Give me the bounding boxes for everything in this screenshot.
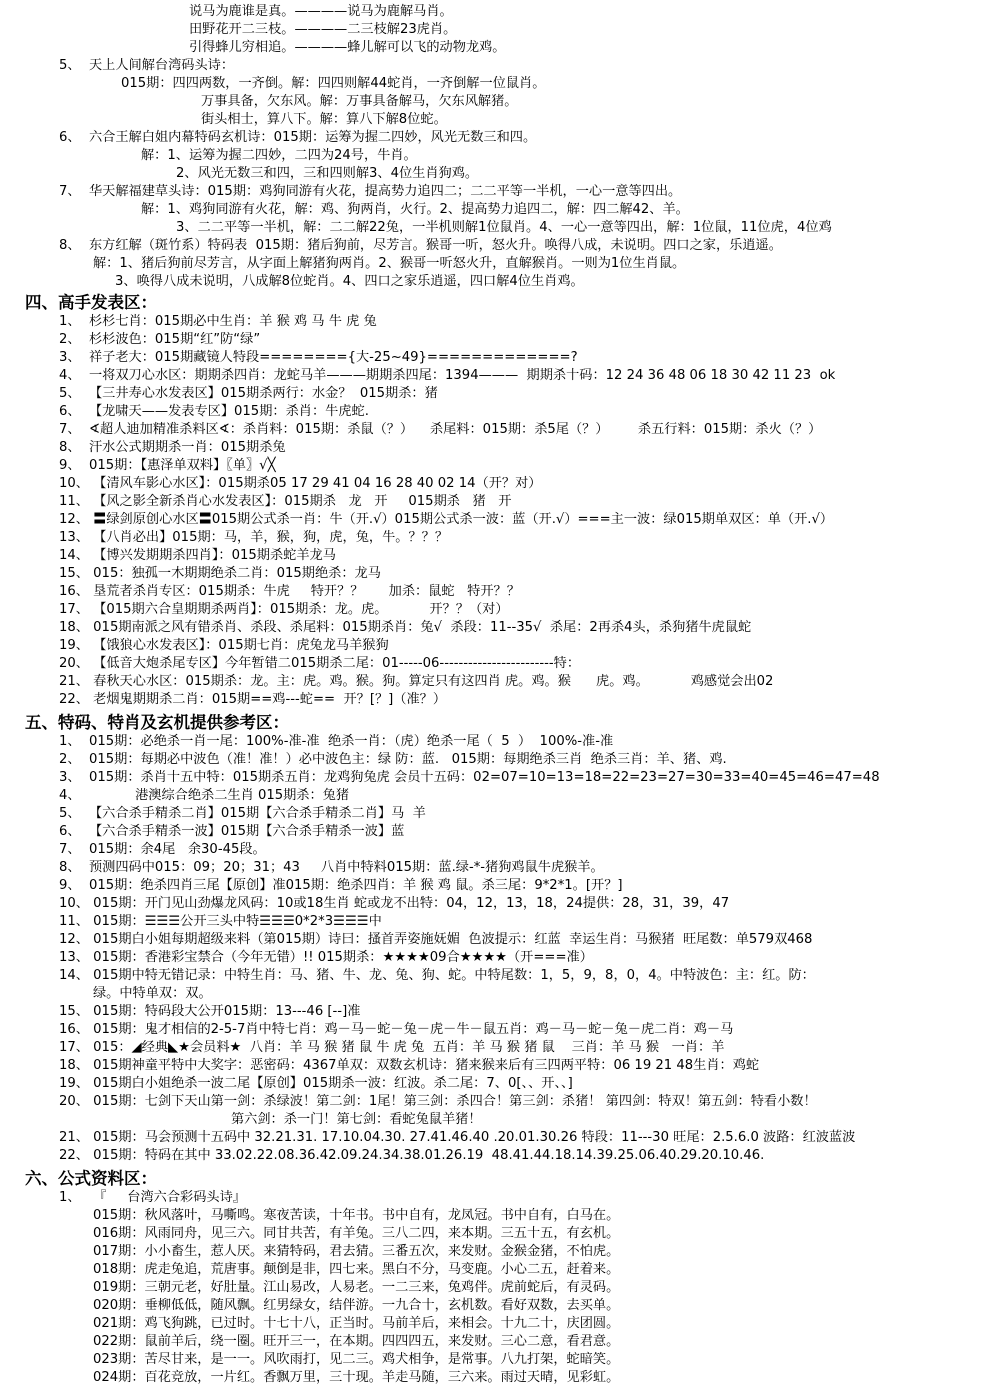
text-line: 015期：秋风落叶，马嘶鸣。寒夜苦读，十年书。书中自有，龙凤冠。书中自有，白马在。 [93, 1208, 620, 1223]
text-line: 13、 015期：香港彩宝禁合（今年无错）!! 015期杀：★★★★09合★★★★（开===准） [59, 950, 593, 965]
section-heading: 五、特码、特肖及玄机提供参考区： [25, 713, 289, 732]
text-line: 田野花开二三枝。————二三枝解23虎肖。 [189, 22, 457, 37]
text-line: 22、 015期：特码在其中 33.02.22.08.36.42.09.24.34.38.01.26.19 48.41.44.18.14.39.25.06.40.29.20.10.46. [59, 1148, 765, 1163]
text-line: 015期：四四两数，一齐倒。解：四四则解44蛇肖，一齐倒解一位鼠肖。 [121, 76, 546, 91]
text-line: 18、 015期神童平特中大奖字：恶密码：4367单双：双数玄机诗：猪来猴来后有三四两平特：06 19 21 48生肖：鸡蛇 [59, 1058, 760, 1073]
text-line: 14、 【博兴发期期杀四肖】：015期杀蛇羊龙马 [59, 548, 336, 563]
text-line: 016期：风雨同舟，见三六。同甘共苦，有羊兔。三八二四，来本期。三五十五，有玄机。 [93, 1226, 620, 1241]
text-line: 19、 【饿狼心水发表区】：015期七肖：虎兔龙马羊猴狗 [59, 638, 389, 653]
text-line: 2、 杉杉波色：015期“红”防“绿” [59, 332, 261, 347]
section-heading: 六、公式资料区： [25, 1169, 157, 1188]
text-line: 17、 【015期六合皇期期杀两肖】：015期杀：龙。虎。 开？？（对） [59, 602, 509, 617]
text-line: 017期：小小畜生，惹人厌。来猜特码，君去猜。三番五次，来发财。金猴金猪，不怕虎。 [93, 1244, 620, 1259]
text-line: 018期：虎走兔追，荒唐事。颠倒是非，四七来。黑白不分，马变鹿。小心二五，赶着来。 [93, 1262, 620, 1277]
text-line: 12、 015期白小姐每期超级来料（第015期）诗曰：搔首弄姿施妩媚 色波提示：红蓝 幸运生肖：马猴猪 旺尾数：单579双468 [59, 932, 813, 947]
text-line: 12、 〓绿剑原创心水区〓015期公式杀一肖：牛（开.√）015期公式杀一波：蓝（开.√）===主一波：绿015期单双区：单（开.√） [59, 512, 834, 527]
text-line: 3、 015期：杀肖十五中特：015期杀五肖：龙鸡狗兔虎 会员十五码：02=07=10=13=18=22=23=27=30=33=40=45=46=47=48 [59, 770, 880, 785]
text-line: 16、 015期：鬼才相信的2-5-7肖中特七肖：鸡－马－蛇－兔－虎－牛－鼠五肖：鸡－马－蛇－兔－虎二肖：鸡－马 [59, 1022, 734, 1037]
text-line: 8、 预测四码中015：09；20；31；43 八肖中特料015期：蓝.绿-*-猪狗鸡鼠牛虎猴羊。 [59, 860, 604, 875]
text-line: 6、 【六合杀手精杀一波】015期【六合杀手精杀一波】蓝 [59, 824, 405, 839]
text-line: 17、 015：◢经典◣★会员料★ 八肖：羊 马 猴 猪 鼠 牛 虎 兔 五肖：羊 马 猴 猪 鼠 三肖：羊 马 猴 一肖：羊 [59, 1040, 725, 1055]
text-line: 023期：苦尽甘来，是一一。风吹雨打，见二三。鸡犬相争，是常事。八九打架，蛇暗笑。 [93, 1352, 620, 1367]
text-line: 解：1、猪后狗前尽芳言，从字面上解猪狗两肖。2、猴哥一听怒火升，直解猴肖。一则为1位生肖鼠。 [93, 256, 686, 271]
text-line: 19、 015期白小姐绝杀一波二尾【原创】015期杀一波：红波。杀二尾：7、0[、、开、、] [59, 1076, 573, 1091]
text-line: 10、 【清风车影心水区】：015期杀05 17 29 41 04 16 28 40 02 14（开？对） [59, 476, 542, 491]
text-line: 13、 【八肖必出】015期：马，羊，猴，狗，虎，兔，牛。？？？ [59, 530, 449, 545]
text-line: 1、 015期：必绝杀一肖一尾：100%-准-准 绝杀一肖：（虎）绝杀一尾（ 5 ） 100%-准-准 [59, 734, 614, 749]
text-line: 15、 015：独孤一木期期绝杀二肖：015期绝杀：龙马 [59, 566, 381, 581]
text-line: 8、 汗水公式期期杀一肖：015期杀兔 [59, 440, 286, 455]
text-line: 5、 天上人间解台湾码头诗： [59, 58, 235, 73]
text-line: 18、 015期南派之风有错杀肖、杀段、杀尾料：015期杀肖：兔√ 杀段：11--35√ 杀尾：2再杀4头，杀狗猪牛虎鼠蛇 [59, 620, 752, 635]
text-line: 11、 015期：☰☰☰公开三头中特☰☰☰0*2*3☰☰☰中 [59, 914, 382, 929]
text-line: 3、 祥子老大：015期藏镜人特段========{大-25~49}=============? [59, 350, 578, 365]
text-line: 11、 【风之影全新杀肖心水发表区】：015期杀 龙 开 015期杀 猪 开 [59, 494, 512, 509]
text-line: 021期：鸡飞狗跳，已过时。十七十八，正当时。马前羊后，来相会。十九二十，庆团圆。 [93, 1316, 620, 1331]
text-line: 9、 015期：【惠泽单双料】〖单〗√╳ [59, 458, 276, 473]
text-line: 20、 015期：七剑下天山第一剑：杀绿波！第二剑：1尾！第三剑：杀四合！第三剑：杀猪！ 第四剑：特双！第五剑：特看小数！ [59, 1094, 817, 1109]
text-line: 2、 015期：每期必中波色（准！准！）必中波色主：绿 防：蓝. 015期：每期绝杀三肖 绝杀三肖：羊、猪、鸡. [59, 752, 727, 767]
text-line: 7、 015期：余4尾 余30-45段。 [59, 842, 266, 857]
text-line: 街头相士，算八下。解：算八下解8位蛇。 [201, 112, 447, 127]
text-line: 024期：百花竞放，一片红。香飘万里，三十现。羊走马随，三六来。雨过天晴，见彩虹。 [93, 1370, 620, 1385]
text-line: 3、二二平等一半机，解：二二解22兔，一半机则解1位鼠肖。4、一心一意等四出，解：1位鼠，11位虎，4位鸡 [176, 220, 832, 235]
text-line: 15、 015期：特码段大公开015期：13---46 [--]准 [59, 1004, 361, 1019]
text-line: 10、 015期：开门见山劲爆龙风码：10或18生肖 蛇或龙不出特：04，12，13，18，24提供：28，31，39，47 [59, 896, 730, 911]
text-line: 019期：三朝元老，好肚量。江山易改，人易老。一二三来，兔鸡伴。虎前蛇后，有灵码。 [93, 1280, 620, 1295]
text-line: 6、 六合王解白姐内幕特码玄机诗：015期：运筹为握二四妙，风光无数三和四。 [59, 130, 537, 145]
text-line: 22、 老烟鬼期期杀二肖：015期==鸡---蛇== 开？[？]（准？） [59, 692, 447, 707]
text-line: 020期：垂柳低低，随风飘。红男绿女，结伴游。一九合十，玄机数。看好双数，去买单。 [93, 1298, 620, 1313]
text-line: 7、 华天解福建草头诗：015期：鸡狗同游有火花，提高势力追四二；二二平等一半机，一心一意等四出。 [59, 184, 682, 199]
text-line: 5、 【三井寿心水发表区】015期杀两行：水金？ 015期杀：猪 [59, 386, 438, 401]
text-line: 21、 015期：马会预测十五码中 32.21.31. 17.10.04.30. 27.41.46.40 .20.01.30.26 特段：11---30 旺尾：2.5.6.0 波路：红波蓝波 [59, 1130, 856, 1145]
text-line: 6、 【龙啸天——发表专区】015期：杀肖：牛虎蛇. [59, 404, 369, 419]
text-line: 4、 一将双刀心水区：期期杀四肖：龙蛇马羊———期期杀四尾：1394——— 期期杀十码：12 24 36 48 06 18 30 42 11 23 ok [59, 368, 836, 383]
text-line: 万事具备，欠东风。解：万事具备解马，欠东风解猪。 [201, 94, 518, 109]
text-line: 绿。中特单双：双。 [93, 986, 212, 1001]
text-line: 说马为鹿谁是真。————说马为鹿解马肖。 [189, 4, 453, 19]
text-line: 4、 港澳综合绝杀二生肖 015期杀：兔猪 [59, 788, 350, 803]
text-line: 2、风光无数三和四，三和四则解3、4位生肖狗鸡。 [176, 166, 479, 181]
text-line: 8、 东方红解（斑竹系）特码表 015期：猪后狗前，尽芳言。猴哥一听，怒火升。唤得八成，未说明。四口之家，乐逍遥。 [59, 238, 782, 253]
text-line: 引得蜂儿穷相追。————蜂儿解可以飞的动物龙鸡。 [189, 40, 506, 55]
text-line: 第六剑：杀一门！第七剑：看蛇兔鼠羊猪！ [231, 1112, 482, 1127]
text-line: 14、 015期中特无错记录：中特生肖：马、猪、牛、龙、兔、狗、蛇。中特尾数：1，5，9，8，0，4。中特波色：主：红。防： [59, 968, 815, 983]
text-line: 16、 垦荒者杀肖专区：015期杀：牛虎 特开？？ 加杀：鼠蛇 特开？？ [59, 584, 520, 599]
text-line: 1、 杉杉七肖：015期必中生肖：羊 猴 鸡 马 牛 虎 兔 [59, 314, 377, 329]
text-line: 1、 『 台湾六合彩码头诗』 [59, 1190, 246, 1205]
text-line: 解：1、鸡狗同游有火花，解：鸡、狗两肖，火行。2、提高势力追四二，解：四二解42、羊。 [141, 202, 689, 217]
text-line: 20、 【低音大炮杀尾专区】今年暂错二015期杀二尾：01-----06------------------------特： [59, 656, 581, 671]
text-line: 9、 015期：绝杀四肖三尾【原创】准015期：绝杀四肖：羊 猴 鸡 鼠。杀三尾：9*2*1。[开？] [59, 878, 623, 893]
text-line: 022期：鼠前羊后，绕一圈。旺开三一，在本期。四四四五，来发财。三心二意，看君意。 [93, 1334, 620, 1349]
section-heading: 四、高手发表区： [25, 293, 157, 312]
text-line: 5、 【六合杀手精杀二肖】015期【六合杀手精杀二肖】马 羊 [59, 806, 426, 821]
text-line: 7、 ∢超人迪加精准杀料区∢：杀肖料：015期：杀鼠（？） 杀尾料：015期：杀5尾（？） 杀五行料：015期：杀火（？） [59, 422, 822, 437]
text-line: 3、唤得八成未说明，八成解8位蛇肖。4、四口之家乐逍遥，四口解4位生肖鸡。 [115, 274, 584, 289]
text-line: 21、 春秋天心水区：015期杀：龙。主：虎。鸡。猴。狗。算定只有这四肖 虎。鸡。猴 虎。鸡。 鸡感觉会出02 [59, 674, 774, 689]
text-line: 解：1、运筹为握二四妙，二四为24号，牛肖。 [141, 148, 417, 163]
